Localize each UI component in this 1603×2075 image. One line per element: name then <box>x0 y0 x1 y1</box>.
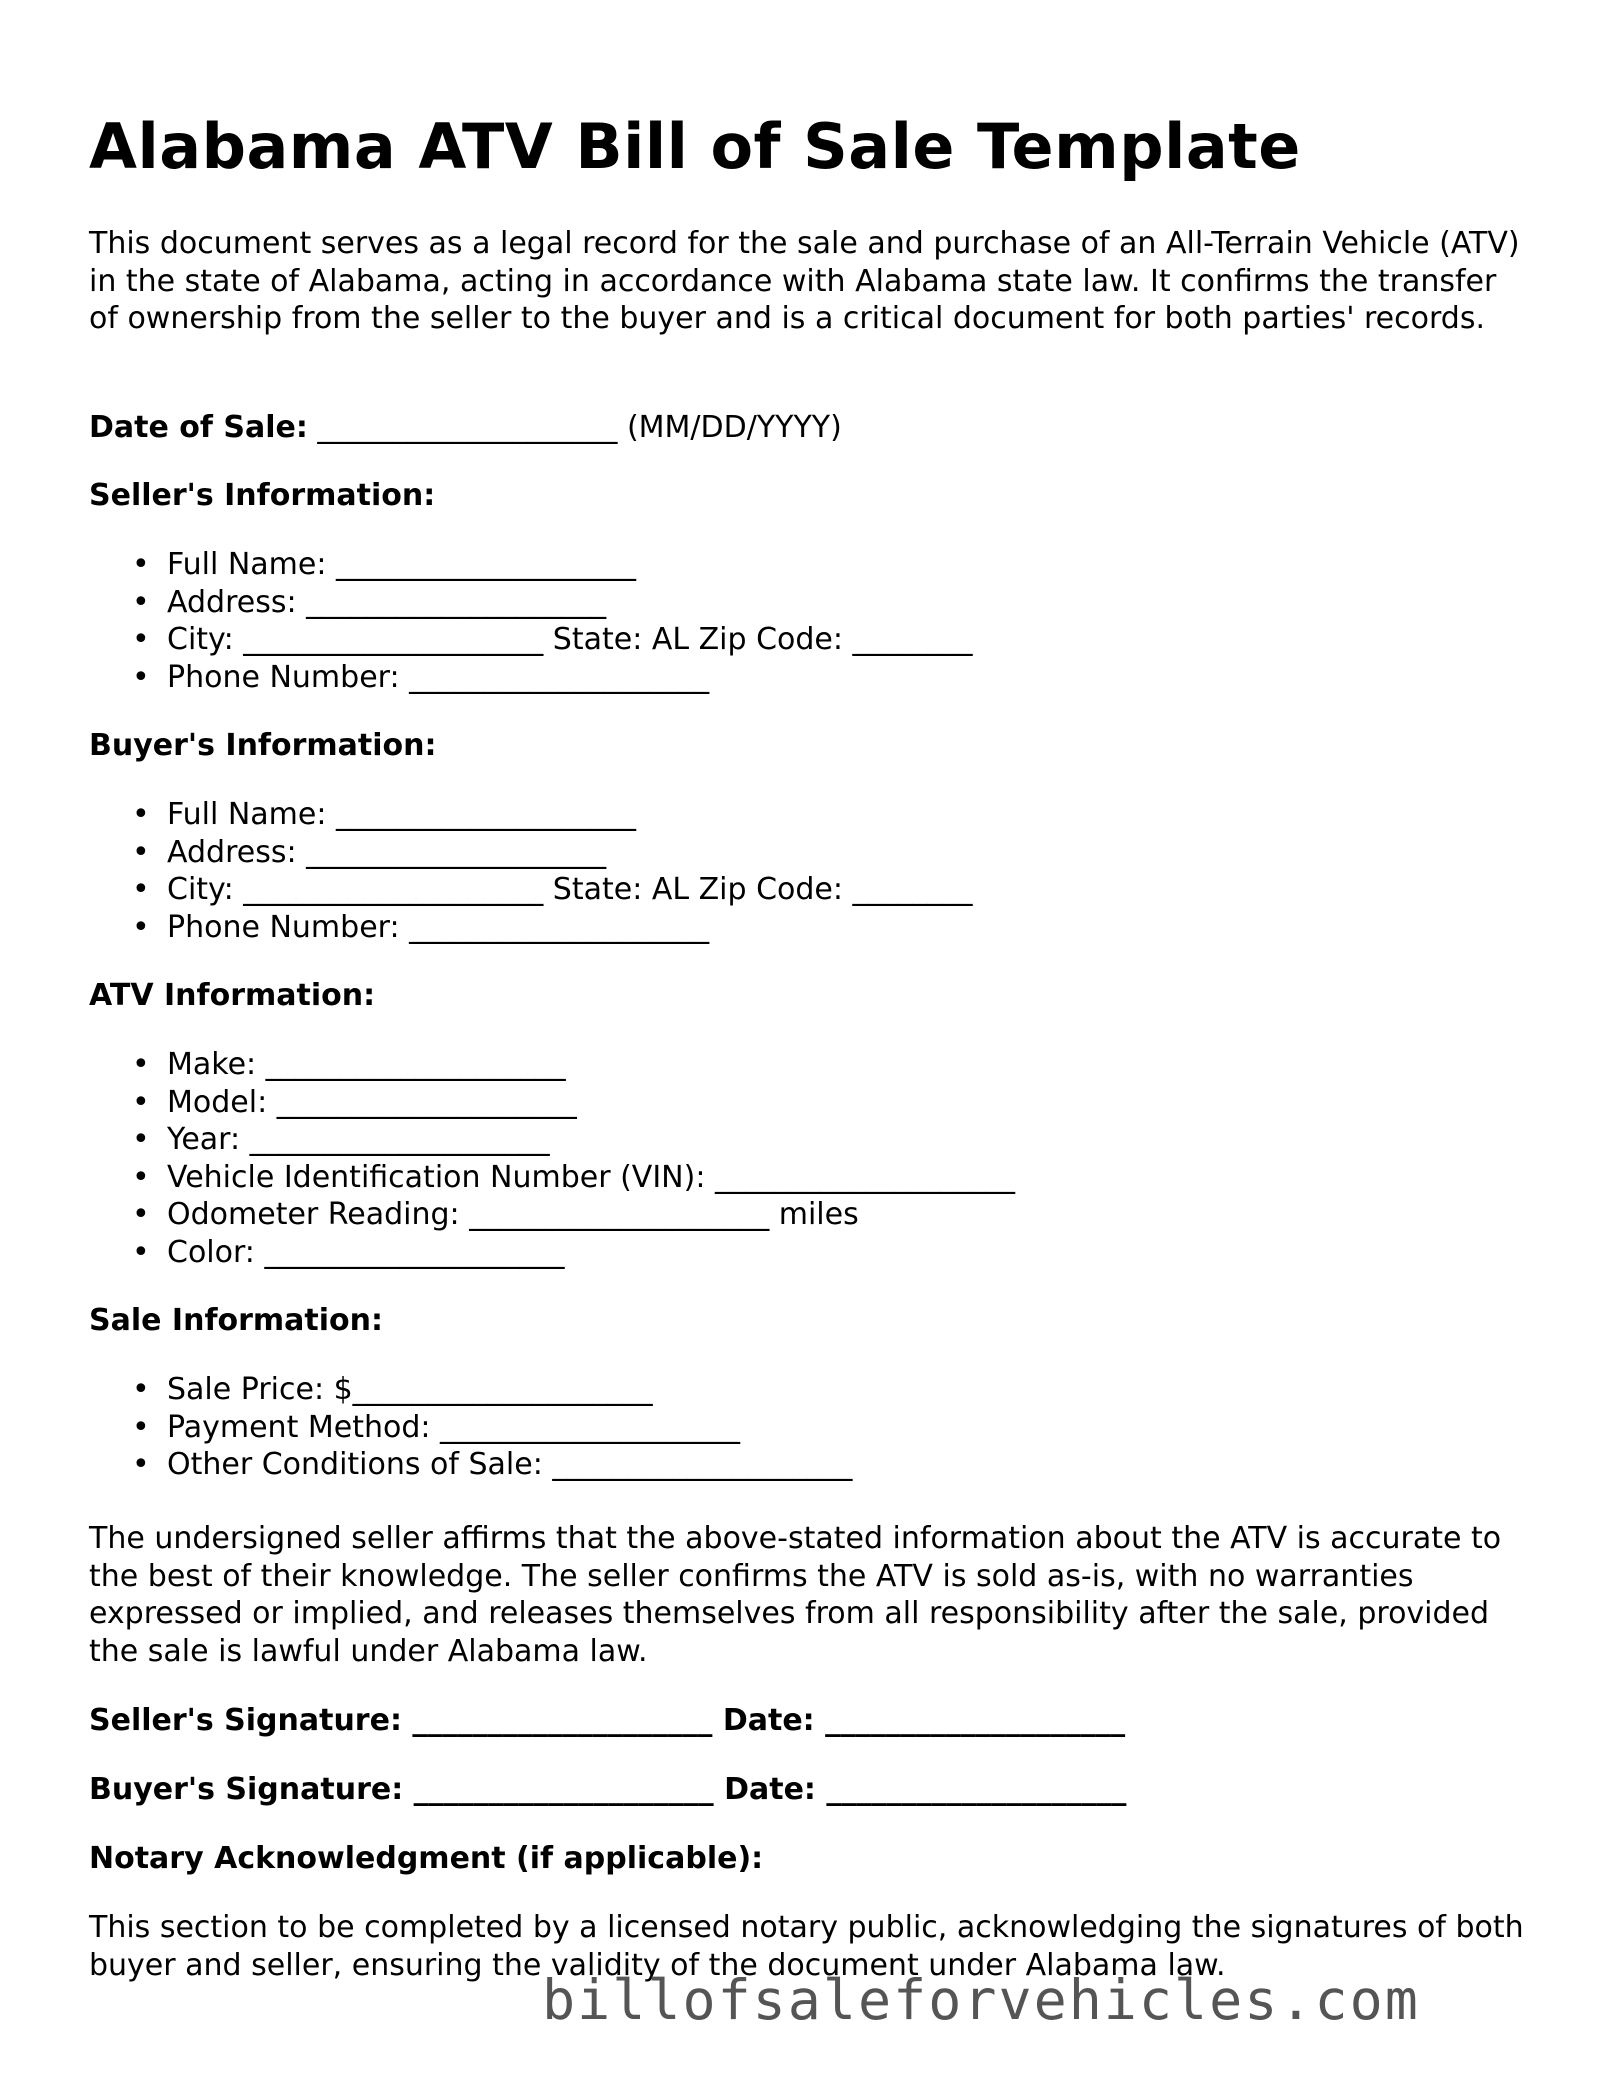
buyer-address-item: • Address: ____________________ <box>89 834 973 872</box>
seller-info-heading: Seller's Information: <box>89 478 436 513</box>
atv-info-heading: ATV Information: <box>89 978 376 1013</box>
buyer-full-name-item: • Full Name: ____________________ <box>89 796 973 834</box>
seller-signature-line: Seller's Signature: ____________________ Date: ____________________ <box>89 1703 1126 1738</box>
seller-info-list <box>89 546 973 696</box>
notary-paragraph: This section to be completed by a licensed notary public, acknowledging the signatures of both buyer and seller, ensuring the validity of the document under Alabama law. <box>89 1910 1524 1983</box>
seller-city-item: • City: ____________________ State: AL Zip Code: ________ <box>89 621 973 659</box>
date-of-sale-label: Date of Sale: <box>89 410 308 445</box>
seller-address-item: • Address: ____________________ <box>89 584 973 622</box>
buyer-info-list <box>89 796 973 946</box>
date-of-sale-line <box>89 409 842 447</box>
atv-color-item: • Color: ____________________ <box>89 1234 1015 1272</box>
notary-heading: Notary Acknowledgment (if applicable): <box>89 1841 764 1876</box>
atv-year-item: • Year: ____________________ <box>89 1121 1015 1159</box>
atv-odometer-item: • Odometer Reading: ____________________ miles <box>89 1196 1015 1234</box>
date-of-sale-field: ____________________ (MM/DD/YYYY) <box>307 410 842 445</box>
atv-vin-item: • Vehicle Identification Number (VIN): ____________________ <box>89 1159 1015 1197</box>
sale-price-item: • Sale Price: $____________________ <box>89 1371 852 1409</box>
intro-paragraph: This document serves as a legal record for the sale and purchase of an All-Terrain Vehicle (ATV) in the state of Alabama, acting in accordance with Alabama state law. It confirms the transfer of ownership from the seller to the buyer and is a critical document for both parties' records. <box>89 226 1520 336</box>
sale-info-heading: Sale Information: <box>89 1303 383 1338</box>
payment-method-item: • Payment Method: ____________________ <box>89 1409 852 1447</box>
sale-info-list <box>89 1371 852 1484</box>
atv-model-item: • Model: ____________________ <box>89 1084 1015 1122</box>
document-title: Alabama ATV Bill of Sale Template <box>89 110 1301 183</box>
atv-info-list <box>89 1046 1015 1271</box>
watermark-text: billofsaleforvehicles.com <box>542 1968 1420 2032</box>
seller-full-name-item: • Full Name: ____________________ <box>89 546 973 584</box>
buyer-city-item: • City: ____________________ State: AL Zip Code: ________ <box>89 871 973 909</box>
affirmation-paragraph: The undersigned seller affirms that the above-stated information about the ATV is accurate to the best of their knowledge. The seller confirms the ATV is sold as-is, with no warranties expressed or implied, and releases themselves from all responsibility after the sale, provided the sale is lawful under Alabama law. <box>89 1521 1502 1669</box>
buyer-info-heading: Buyer's Information: <box>89 728 437 763</box>
buyer-phone-item: • Phone Number: ____________________ <box>89 909 973 947</box>
seller-phone-item: • Phone Number: ____________________ <box>89 659 973 697</box>
atv-make-item: • Make: ____________________ <box>89 1046 1015 1084</box>
buyer-signature-line: Buyer's Signature: ____________________ Date: ____________________ <box>89 1772 1127 1807</box>
other-conditions-item: • Other Conditions of Sale: ____________________ <box>89 1446 852 1484</box>
